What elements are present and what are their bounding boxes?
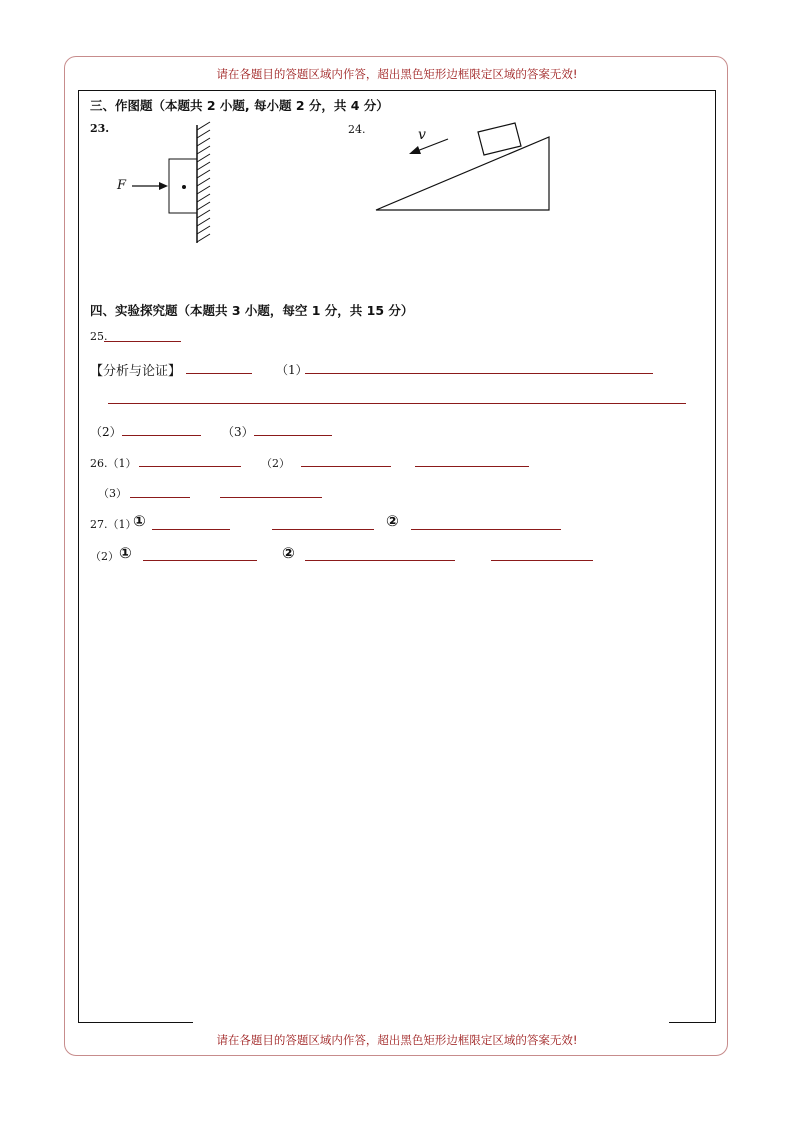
q26-part3-blank-a[interactable] [130,497,190,498]
q26-part2-blank-a[interactable] [301,466,391,467]
q27-circle-1b: ① [119,544,132,562]
bottom-notice: 请在各题目的答题区域内作答，超出黑色矩形边框限定区域的答案无效! [216,1033,578,1047]
q24-incline-figure [0,0,1,1]
q27-circle-2b: ② [282,544,295,562]
q25-analysis-blank[interactable] [186,373,252,374]
q25-part1-blank-line2[interactable] [108,403,686,404]
q23-center-dot [182,185,186,189]
q26-number: 26.（1） [90,457,137,470]
q25-part2-label: （2） [90,425,122,439]
q25-analysis-label: 【分析与论证】 [90,364,182,379]
q25-blank[interactable] [104,341,181,342]
q27-part1-blank-1a[interactable] [152,529,230,530]
q27-part2-blank-2a[interactable] [305,560,455,561]
q27-circle-1: ① [133,512,146,530]
q25-part2-blank[interactable] [122,435,201,436]
q24-velocity-label: v [418,127,426,143]
q24-number: 24. [348,123,366,136]
q27-number: 27.（1） [90,518,137,531]
q25-part1-blank[interactable] [305,373,653,374]
q23-number: 23. [90,122,110,135]
top-notice: 请在各题目的答题区域内作答，超出黑色矩形边框限定区域的答案无效! [216,67,578,81]
section3-title: 三、作图题（本题共 2 小题, 每小题 2 分，共 4 分） [90,98,389,113]
q26-part1-blank[interactable] [139,466,241,467]
q27-part1-blank-1b[interactable] [272,529,374,530]
q26-part3-blank-b[interactable] [220,497,322,498]
q27-part2-blank-1[interactable] [143,560,257,561]
q25-part3-blank[interactable] [254,435,332,436]
q27-part1-blank-2[interactable] [411,529,561,530]
q27-part2-label: （2） [90,550,119,563]
frame-bottom-right-edge [669,1022,716,1023]
q26-part2-label: （2） [261,457,290,470]
q27-circle-2: ② [386,512,399,530]
q27-part2-blank-2b[interactable] [491,560,593,561]
q26-part2-blank-b[interactable] [415,466,529,467]
q26-part3-label: （3） [98,487,127,500]
answer-area-frame [78,90,716,1023]
q25-number: 25. [90,330,108,343]
q25-part1-label: （1） [276,363,308,377]
frame-bottom-left-edge [78,1022,193,1023]
section4-title: 四、实验探究题（本题共 3 小题，每空 1 分，共 15 分） [90,303,414,318]
q25-part3-label: （3） [222,425,254,439]
q23-force-label: F [117,178,127,193]
